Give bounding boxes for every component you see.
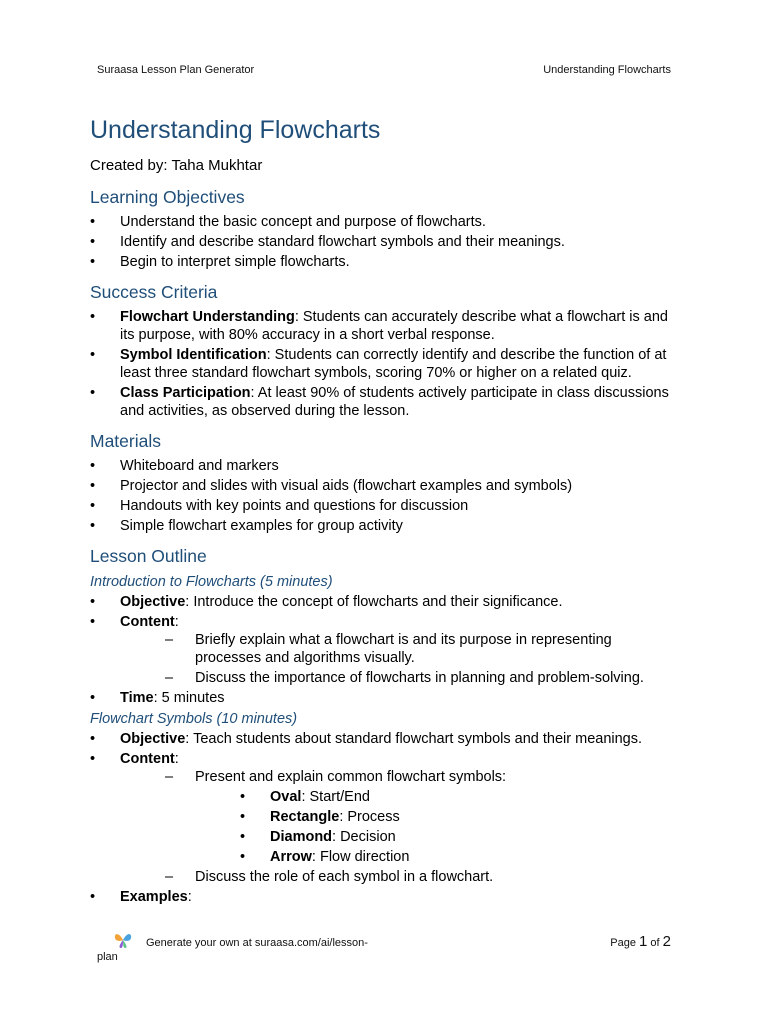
list-item — [240, 788, 678, 806]
list-item: • Begin to interpret simple flowcharts. — [90, 253, 678, 271]
list-item — [240, 808, 678, 826]
item-label: Objective — [120, 594, 186, 610]
list-item — [90, 689, 678, 707]
item-label: Arrow — [270, 849, 312, 865]
item-text: : Introduce the concept of flowcharts and their significance. — [185, 594, 563, 610]
page-number — [610, 933, 671, 950]
list-item: • Understand the basic concept and purpose of flowcharts. — [90, 213, 678, 231]
item-text: : Process — [339, 809, 400, 825]
item-text: : At least 90% of students actively participate in class discussions and activities, as observed during the lesson. — [120, 385, 669, 419]
learning-objectives-heading: Learning Objectives — [90, 187, 245, 207]
symbols-section-heading: Flowchart Symbols (10 minutes) — [90, 711, 298, 727]
materials-heading: Materials — [90, 431, 161, 451]
item-text: : Decision — [332, 829, 396, 845]
item-label: Oval — [270, 789, 302, 805]
list-item — [90, 613, 678, 687]
item-text: : — [174, 614, 179, 630]
item-text: : Flow direction — [311, 849, 410, 865]
page-title: Understanding Flowcharts — [90, 116, 381, 144]
item-text: : — [187, 889, 192, 905]
item-text: : Students can correctly identify and describe the function of at least three standard flowchart symbols, scoring 70% or higher on a related quiz. — [120, 347, 667, 381]
lesson-outline-heading: Lesson Outline — [90, 546, 207, 566]
list-item — [90, 888, 678, 906]
list-item — [90, 308, 678, 344]
item-label: Symbol Identification — [120, 347, 267, 363]
materials-list — [90, 457, 678, 535]
item-label: Objective — [120, 731, 186, 747]
list-item: • Whiteboard and markers — [90, 457, 678, 475]
success-criteria-heading: Success Criteria — [90, 282, 218, 302]
list-item: • Projector and slides with visual aids (flowchart examples and symbols) — [90, 477, 678, 495]
item-text: : Teach students about standard flowchart symbols and their meanings. — [185, 731, 643, 747]
intro-content-list — [165, 631, 678, 687]
page-label: Page — [610, 937, 640, 949]
page-total: 2 — [662, 933, 671, 950]
list-item: • Simple flowchart examples for group activity — [90, 517, 678, 535]
list-item: • Handouts with key points and questions for discussion — [90, 497, 678, 515]
symbols-section-list — [90, 730, 678, 906]
list-item — [90, 346, 678, 382]
header-right: Understanding Flowcharts — [543, 64, 671, 76]
header-left: Suraasa Lesson Plan Generator — [97, 64, 255, 76]
list-item — [165, 768, 678, 866]
item-text: : — [174, 751, 179, 767]
symbol-list — [240, 788, 678, 866]
page-of: of — [647, 937, 663, 949]
suraasa-logo-icon — [112, 930, 134, 950]
item-label: Content — [120, 751, 175, 767]
list-item — [90, 593, 678, 611]
footer-text-continued: plan — [97, 951, 118, 963]
list-item: – Discuss the importance of flowcharts in planning and problem-solving. — [165, 669, 678, 687]
item-label: Flowchart Understanding — [120, 309, 295, 325]
item-text: : 5 minutes — [153, 690, 225, 706]
item-label: Diamond — [270, 829, 333, 845]
list-item — [90, 750, 678, 886]
list-item — [90, 384, 678, 420]
list-item — [240, 848, 678, 866]
item-label: Rectangle — [270, 809, 340, 825]
symbols-content-list — [165, 768, 678, 886]
footer-text: Generate your own at suraasa.com/ai/lesson- — [146, 937, 368, 949]
item-text: Present and explain common flowchart symbols: — [195, 769, 507, 785]
list-item: – Briefly explain what a flowchart is and its purpose in representing processes and algorithms visually. — [165, 631, 678, 667]
list-item — [240, 828, 678, 846]
learning-objectives-list — [90, 213, 678, 271]
item-text: : Start/End — [301, 789, 370, 805]
item-text: : Students can accurately describe what a flowchart is and its purpose, with 80% accuracy in a short verbal response. — [120, 309, 668, 343]
item-label: Time — [120, 690, 154, 706]
document-body — [90, 112, 678, 908]
created-by: Created by: Taha Mukhtar — [90, 157, 263, 174]
item-label: Examples — [120, 889, 188, 905]
list-item: – Discuss the role of each symbol in a flowchart. — [165, 868, 678, 886]
page-current: 1 — [639, 933, 648, 950]
list-item — [90, 730, 678, 748]
list-item: • Identify and describe standard flowchart symbols and their meanings. — [90, 233, 678, 251]
intro-section-heading: Introduction to Flowcharts (5 minutes) — [90, 574, 333, 590]
item-label: Content — [120, 614, 175, 630]
intro-section-list — [90, 593, 678, 707]
success-criteria-list — [90, 308, 678, 420]
item-label: Class Participation — [120, 385, 251, 401]
